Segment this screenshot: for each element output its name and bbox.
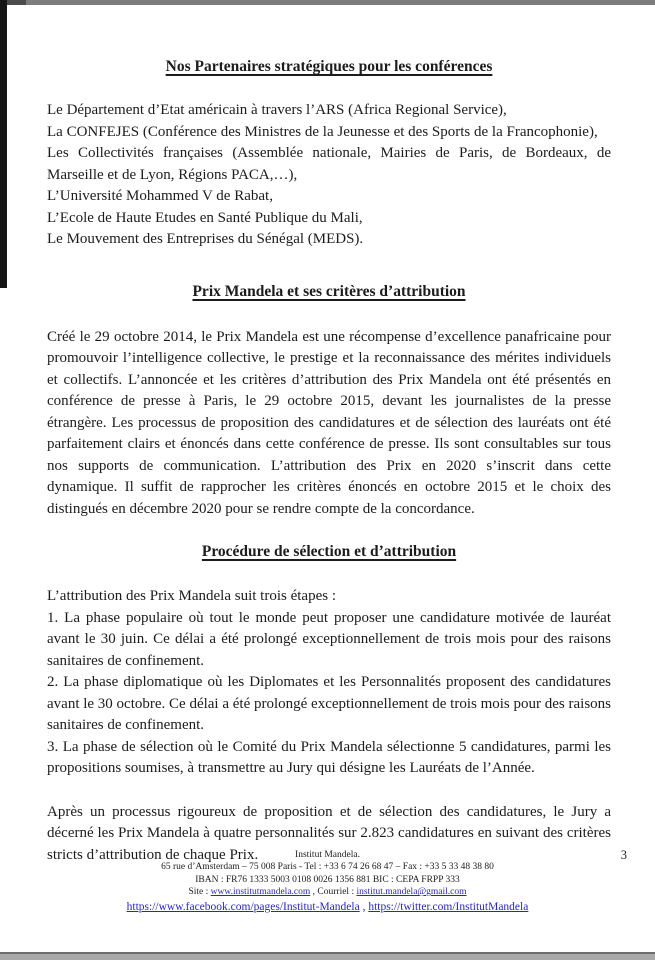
steps-paragraph — [47, 586, 611, 780]
site-link[interactable]: www.institutmandela.com — [210, 887, 311, 898]
email-link[interactable]: institut.mandela@gmail.com — [356, 887, 467, 898]
footer-site-label: Site : — [188, 887, 211, 898]
footer-links-separator: , — [359, 900, 369, 913]
partner-item: Les Collectivités françaises (Assemblée nationale, Mairies de Paris, de Bordeaux, de Marseille et de Lyon, Régions PACA,…), — [47, 145, 611, 183]
step-item: 1. La phase populaire où tout le monde peut proposer une candidature motivée de lauréat avant le 30 juin. Ce délai a été prolongé exceptionnellement de trois mois pour des raisons sanitaires de confinement. — [47, 609, 611, 669]
step-item: 3. La phase de sélection où le Comité du Prix Mandela sélectionne 5 candidatures, parmi les propositions soumises, à transmettre au Jury qui désigne les Lauréats de l’Année. — [47, 738, 611, 776]
paragraph-prix-mandela: Créé le 29 octobre 2014, le Prix Mandela est une récompense d’excellence panafricaine pour promouvoir l’intelligence collective, le prestige et la reconnaissance des mérites individuels et collectifs. L’annoncée et les critères d’attribution des Prix Mandela ont été présentés en conférence de presse à Paris, le 29 octobre 2015, devant les journalistes de la presse étrangère. Les processus de proposition des candidatures et de sélection des lauréats ont été parfaitement clairs et énoncés dans cette conférence de presse. Ils sont consultables sur tous nos supports de communication. L’attribution des Prix en 2020 s’inscrit dans cette dynamique. Il suffit de rapprocher les critères énoncés en octobre 2015 et le choix des distingués en décembre 2020 pour se rendre compte de la concordance. — [47, 328, 611, 517]
footer-courriel-label: , Courriel : — [310, 887, 357, 898]
closing-paragraph: Après un processus rigoureux de proposition et de sélection des candidatures, le Jury a décerné les Prix Mandela à quatre personnalités sur 2.823 candidatures en suivant des critères stricts d’attribution de chaque Prix. — [47, 803, 611, 863]
partner-item: Le Département d’Etat américain à travers l’ARS (Africa Regional Service), — [47, 102, 507, 118]
section-heading-prix-mandela: Prix Mandela et ses critères d’attribution — [192, 282, 466, 300]
bottom-scan-border — [0, 952, 655, 960]
footer-social-line — [0, 901, 655, 913]
footer-site-line — [0, 886, 655, 898]
page-number: 3 — [620, 848, 627, 862]
steps-intro: L’attribution des Prix Mandela suit trois étapes : — [47, 588, 336, 604]
partners-list — [47, 100, 611, 251]
partner-item: L’Université Mohammed V de Rabat, — [47, 188, 273, 204]
footer-iban: IBAN : FR76 1333 5003 0108 0026 1356 881 BIC : CEPA FRPP 333 — [195, 874, 460, 885]
facebook-link[interactable]: https://www.facebook.com/pages/Institut-Mandela — [126, 900, 360, 913]
footer-org: Institut Mandela. — [295, 850, 360, 860]
page-footer — [0, 849, 655, 913]
section-heading-procedure: Procédure de sélection et d’attribution — [201, 543, 457, 560]
partner-item: Le Mouvement des Entreprises du Sénégal (MEDS). — [47, 231, 364, 247]
partner-item: L’Ecole de Haute Etudes en Santé Publique du Mali, — [47, 209, 363, 226]
left-edge-scan-artifact — [0, 0, 7, 288]
footer-address: 65 rue d’Amsterdam – 75 008 Paris - Tel : +33 6 74 26 68 47 – Fax : +33 5 33 48 38 80 — [161, 862, 494, 873]
top-scan-border — [0, 0, 655, 5]
partner-item: La CONFEJES (Conférence des Ministres de la Jeunesse et des Sports de la Francophonie), — [47, 123, 598, 140]
twitter-link[interactable]: https://twitter.com/InstitutMandela — [368, 900, 529, 913]
section-heading-partners: Nos Partenaires stratégiques pour les conférences — [165, 58, 493, 75]
step-item: 2. La phase diplomatique où les Diplomates et les Personnalités proposent des candidatures avant le 30 octobre. Ce délai a été prolongé exceptionnellement de trois mois pour des raisons sanitaires de confinement. — [47, 674, 611, 733]
